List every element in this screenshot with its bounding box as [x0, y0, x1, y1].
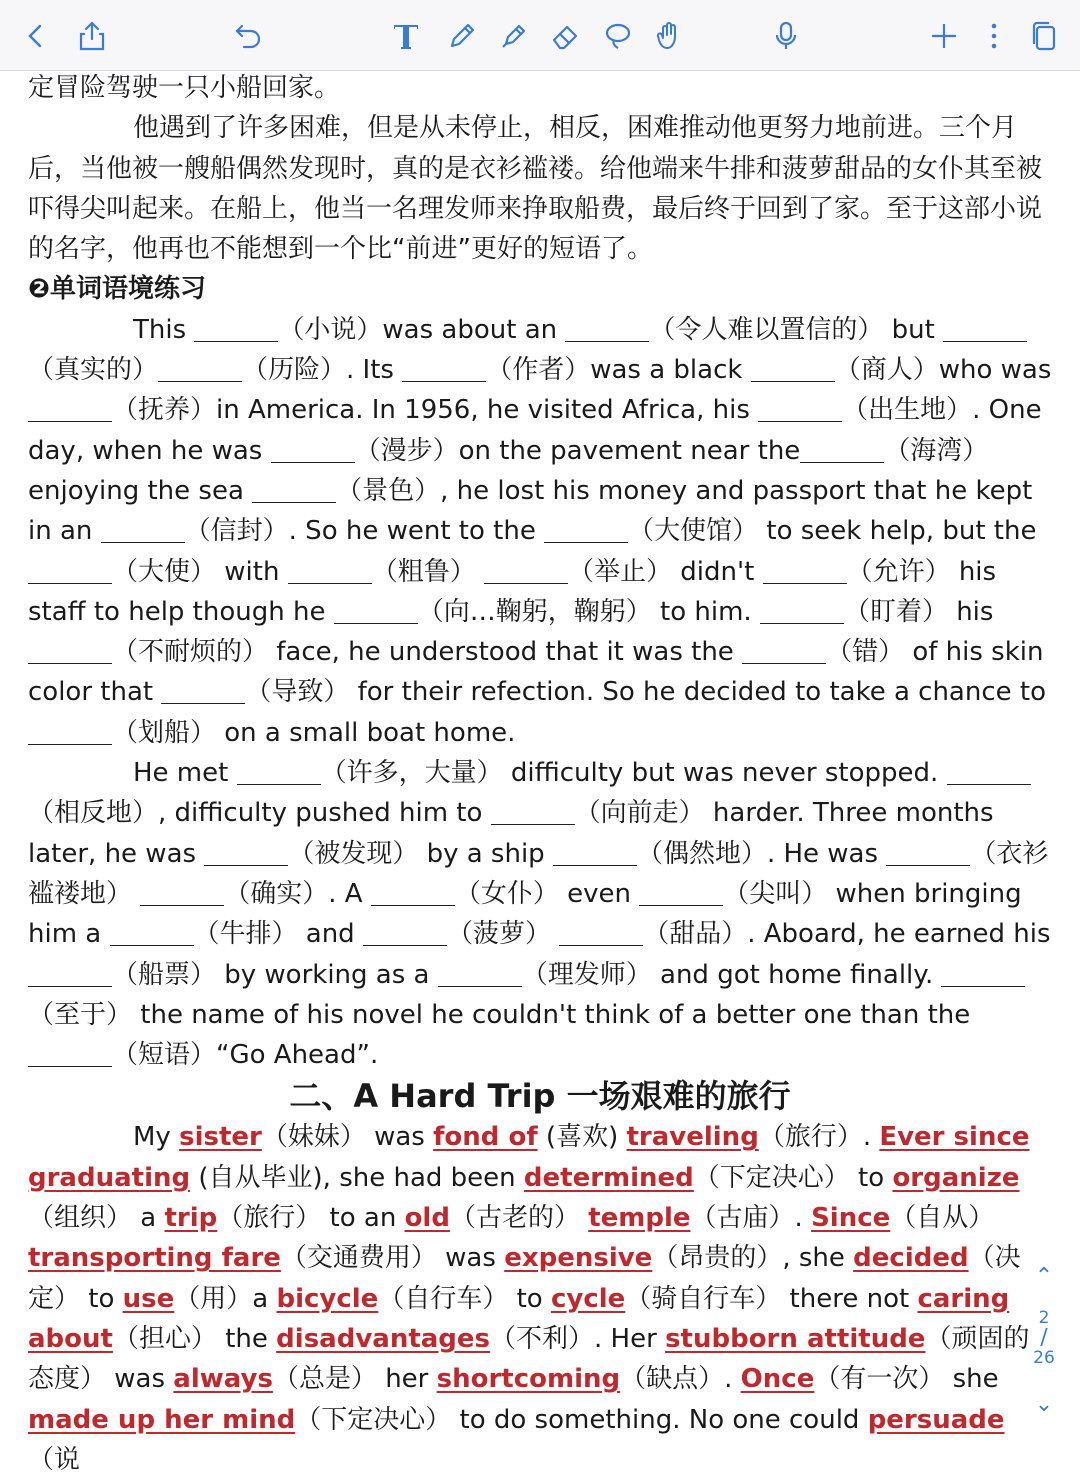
text-segment: （举止） didn't — [567, 556, 763, 587]
pages-icon[interactable] — [1026, 18, 1062, 54]
answer-blank — [204, 841, 288, 866]
answer-blank — [194, 317, 278, 342]
answer-word: expensive — [504, 1243, 653, 1274]
section-title: 二、A Hard Trip 一场艰难的旅行 — [289, 1077, 791, 1116]
text-segment: This — [133, 314, 195, 345]
answer-blank — [110, 921, 194, 946]
answer-word: bicycle — [276, 1283, 379, 1314]
text-segment: （至于） the name of his novel he couldn't think of a better one than the — [28, 999, 971, 1030]
answer-word: stubborn attitude — [665, 1323, 926, 1354]
answer-blank — [553, 841, 637, 866]
answer-blank — [161, 679, 245, 704]
text-segment: （抚养）in America. In 1956, he visited Africa, his — [112, 395, 759, 426]
answer-blank — [751, 357, 835, 382]
document-page — [28, 68, 1052, 1480]
text-segment: （古老的） — [449, 1203, 589, 1234]
answer-blank — [438, 962, 522, 987]
text-segment: （旅行） to an — [217, 1203, 405, 1234]
text-segment: （顽固的态度） was — [28, 1323, 1030, 1395]
answer-blank — [760, 599, 844, 624]
undo-icon[interactable] — [230, 18, 266, 54]
text-segment: （向前走） harder. Three months later, he was — [28, 798, 994, 869]
text-segment: （有一次） she — [814, 1364, 999, 1395]
answer-blank — [363, 921, 447, 946]
text-segment: （昂贵的）, she — [652, 1243, 854, 1274]
text-segment: （偶然地）. He was — [636, 838, 887, 869]
answer-blank — [947, 760, 1031, 785]
answer-word: use — [122, 1283, 175, 1314]
text-segment: （短语）“Go Ahead”. — [112, 1040, 379, 1071]
text-segment: （漫步）on the pavement near the — [354, 435, 801, 466]
add-icon[interactable] — [926, 18, 962, 54]
answer-word: Since — [811, 1203, 891, 1234]
text-segment: （确实）. A — [224, 878, 371, 909]
answer-blank — [565, 317, 649, 342]
text-segment: （尖叫） when bringing him a — [28, 878, 1022, 950]
answer-word: disadvantages — [276, 1323, 491, 1354]
text-segment: He met — [133, 758, 237, 789]
text-segment: （缺点）. — [620, 1364, 741, 1395]
text-segment: （下定决心） to do something. No one could — [295, 1404, 868, 1435]
text-segment: （自行车） to — [378, 1283, 551, 1314]
text-segment: （景色）, he lost his money and passport that he kept in an — [28, 475, 1033, 547]
answer-blank — [559, 921, 643, 946]
text-segment: My — [133, 1122, 180, 1153]
text-segment: （船票） by working as a — [112, 959, 438, 990]
answer-blank — [491, 800, 575, 825]
text-segment: （盯着） his — [843, 596, 994, 627]
text-segment: （不利）. Her — [490, 1323, 666, 1354]
answer-word: trip — [164, 1203, 218, 1234]
text-segment: （说 — [28, 1444, 81, 1475]
answer-blank — [140, 881, 224, 906]
text-segment: （用）a — [174, 1283, 277, 1314]
text-segment: （牛排） and — [193, 919, 363, 950]
page-indicator — [1020, 1308, 1068, 1368]
text-segment: （自从） — [890, 1203, 995, 1234]
text-segment: （旅行）. — [758, 1122, 880, 1153]
text-segment: （历险）. Its — [242, 355, 403, 386]
text-segment: （甜品）. Aboard, he earned his — [643, 919, 1051, 950]
answer-blank — [941, 962, 1025, 987]
cn-line: 定冒险驾驶一只小船回家。 — [28, 73, 341, 103]
text-segment: （衣衫褴褛地） — [28, 838, 1049, 909]
answer-blank — [28, 397, 112, 422]
answer-word: Once — [740, 1364, 815, 1395]
text-segment: （下定决心） to — [693, 1162, 893, 1193]
answer-word: caring about — [28, 1283, 1010, 1354]
answer-word: determined — [523, 1162, 694, 1193]
answer-blank — [158, 357, 242, 382]
text-segment: （古庙）. — [690, 1203, 812, 1234]
answer-blank — [886, 841, 970, 866]
share-icon[interactable] — [74, 18, 110, 54]
text-segment: （大使馆） to seek help, but the — [628, 516, 1037, 547]
answer-paragraph — [28, 1117, 1052, 1480]
text-segment: (自从毕业), she had been — [190, 1162, 524, 1193]
text-segment: （大使） with — [112, 556, 288, 587]
highlighter-icon[interactable] — [496, 18, 532, 54]
answer-blank — [402, 357, 486, 382]
text-segment: （骑自行车） there not — [625, 1283, 918, 1314]
answer-blank — [758, 397, 842, 422]
scroll-up-icon[interactable]: ⌃ — [1034, 1264, 1054, 1289]
text-segment: （信封）. So he went to the — [184, 516, 545, 547]
answer-word: made up her mind — [28, 1404, 296, 1435]
page-separator: ∕ — [1040, 1325, 1048, 1350]
answer-word: organize — [892, 1162, 1020, 1193]
answer-blank — [371, 881, 455, 906]
answer-blank — [639, 881, 723, 906]
answer-word: Ever since graduating — [28, 1122, 1030, 1193]
answer-blank — [28, 962, 112, 987]
answer-word: always — [173, 1364, 273, 1395]
text-segment: （令人难以置信的） but — [649, 314, 944, 345]
back-icon[interactable] — [18, 18, 54, 54]
answer-blank — [763, 559, 847, 584]
pen-icon[interactable] — [444, 18, 480, 54]
answer-blank — [800, 438, 884, 463]
text-segment: （菠萝） — [446, 919, 560, 950]
text-segment: （小说）was about an — [278, 314, 566, 345]
section-heading: ❷单词语境练习 — [28, 274, 207, 305]
answer-blank — [28, 559, 112, 584]
text-segment: （商人）who was — [834, 355, 1052, 386]
answer-blank — [288, 559, 372, 584]
text-segment: （错） of his skin color that — [28, 637, 1044, 708]
microphone-icon[interactable] — [768, 18, 804, 54]
answer-word: old — [404, 1203, 450, 1234]
text-segment: （划船） on a small boat home. — [112, 717, 516, 748]
text-segment: （相反地）, difficulty pushed him to — [28, 798, 491, 829]
text-segment: （交通费用） was — [280, 1243, 505, 1274]
answer-blank — [28, 1042, 112, 1067]
answer-blank — [101, 518, 185, 543]
answer-blank — [237, 760, 321, 785]
text-segment: （决定） to — [28, 1243, 1021, 1314]
answer-word: persuade — [867, 1404, 1005, 1435]
answer-blank — [28, 639, 112, 664]
answer-word: temple — [588, 1203, 691, 1234]
answer-word: traveling — [626, 1122, 759, 1153]
text-segment: （被发现） by a ship — [288, 838, 553, 869]
scroll-down-icon[interactable]: ⌄ — [1034, 1392, 1054, 1417]
answer-word: decided — [853, 1243, 969, 1274]
text-segment: （理发师） and got home finally. — [521, 959, 942, 990]
text-segment: （总是） her — [272, 1364, 437, 1395]
answer-word: fond of — [433, 1122, 538, 1153]
text-segment: （担心） the — [112, 1323, 277, 1354]
text-segment: （作者）was a black — [486, 355, 751, 386]
exercise-paragraph-2 — [28, 753, 1052, 1075]
answer-blank — [484, 559, 568, 584]
cn-paragraph: 他遇到了许多困难，但是从未停止，相反，困难推动他更努力地前进。三个月后，当他被一艘船偶然发现时，真的是衣衫褴褛。给他端来牛排和菠萝甜品的女仆其至被吓得尖叫起来。在船上，他当一名理发师来挣取船费，最后终于回到了家。至于这部小说的名字，他再也不能想到一个比“前进”更好的短语了。 — [28, 113, 1043, 265]
answer-blank — [252, 478, 336, 503]
hand-icon[interactable] — [652, 18, 688, 54]
exercise-paragraph-1 — [28, 310, 1052, 753]
answer-word: cycle — [550, 1283, 626, 1314]
text-segment: （向…鞠躬，鞠躬） to him. — [417, 596, 760, 627]
text-segment: （允许） his staff to help though he — [28, 556, 997, 627]
answer-word: transporting fare — [28, 1243, 281, 1274]
eraser-icon[interactable] — [548, 18, 584, 54]
lasso-icon[interactable] — [600, 18, 636, 54]
answer-blank — [334, 599, 418, 624]
answer-blank — [742, 639, 826, 664]
answer-blank — [271, 438, 355, 463]
answer-word: sister — [179, 1122, 262, 1153]
answer-blank — [943, 317, 1027, 342]
current-page: 2 — [1038, 1308, 1050, 1328]
more-icon[interactable] — [976, 18, 1012, 54]
answer-word: shortcoming — [436, 1364, 621, 1395]
text-segment: （出生地）. One day, when he was — [28, 395, 1042, 466]
text-segment: （海湾）enjoying the sea — [28, 435, 989, 506]
text-segment: （许多，大量） difficulty but was never stopped. — [320, 758, 947, 789]
text-segment: （女仆） even — [454, 878, 640, 909]
text-segment: （粗鲁） — [371, 556, 484, 587]
text-segment: （妹妹） was — [261, 1122, 434, 1153]
text-segment: （不耐烦的） face, he understood that it was the — [112, 637, 743, 668]
text-segment: (喜欢) — [537, 1122, 627, 1153]
text-segment: （组织） a — [28, 1203, 165, 1234]
answer-blank — [28, 720, 112, 745]
text-tool-icon[interactable] — [388, 18, 424, 54]
answer-blank — [544, 518, 628, 543]
text-segment: （导致） for their refection. So he decided to take a chance to — [245, 677, 1047, 708]
top-toolbar — [0, 0, 1080, 71]
text-segment: （真实的） — [28, 355, 159, 386]
total-pages: 26 — [1033, 1348, 1055, 1368]
